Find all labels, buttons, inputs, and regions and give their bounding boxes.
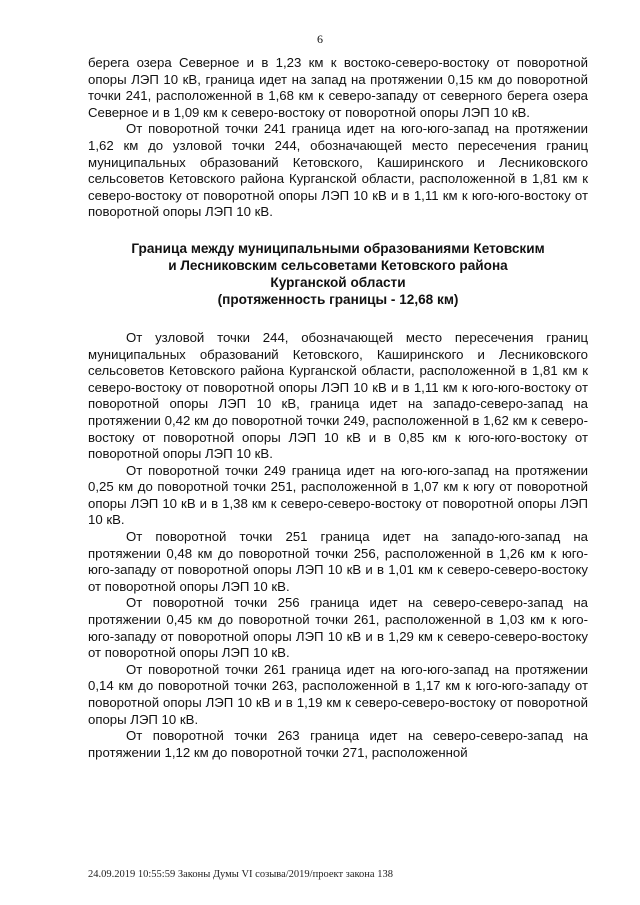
document-footer: 24.09.2019 10:55:59 Законы Думы VI созыва/2019/проект закона 138 <box>88 869 393 880</box>
paragraph: От поворотной точки 263 граница идет на северо-северо-запад на протяжении 1,12 км до поворотной точки 271, расположенной <box>88 728 588 760</box>
heading-line: (протяженность границы - 12,68 км) <box>217 291 459 307</box>
section-heading <box>88 240 588 308</box>
paragraph: От поворотной точки 251 граница идет на западо-юго-запад на протяжении 0,48 км до поворотной точки 256, расположенной в 1,26 км к юго-юго-западу от поворотной опоры ЛЭП 10 кВ и в 1,01 км к северо-северо-востоку от поворотной опоры ЛЭП 10 кВ. <box>88 529 588 594</box>
heading-line: Курганской области <box>270 274 406 290</box>
heading-line: и Лесниковским сельсоветами Кетовского района <box>168 257 508 273</box>
page-number: 6 <box>317 32 323 46</box>
paragraph: От узловой точки 244, обозначающей место пересечения границ муниципальных образований Кетовского, Каширинского и Лесниковского сельсоветов Кетовского района Курганской области, расположенной в 1,81 км к северо-востоку от поворотной опоры ЛЭП 10 кВ и в 1,11 км к юго-юго-востоку от поворотной опоры ЛЭП 10 кВ, граница идет на западо-северо-запад на протяжении 0,42 км до поворотной точки 249, расположенной в 1,62 км к северо-востоку от поворотной опоры ЛЭП 10 кВ и в 0,85 км к юго-юго-востоку от поворотной опоры ЛЭП 10 кВ. <box>88 329 588 462</box>
paragraph: От поворотной точки 256 граница идет на северо-северо-запад на протяжении 0,45 км до поворотной точки 261, расположенной в 1,03 км к юго-юго-западу от поворотной опоры ЛЭП 10 кВ и в 1,29 км к северо-северо-востоку от поворотной опоры ЛЭП 10 кВ. <box>88 595 588 661</box>
document-body <box>88 55 588 761</box>
paragraph: От поворотной точки 261 граница идет на юго-юго-запад на протяжении 0,14 км до поворотной точки 263, расположенной в 1,17 км к юго-юго-западу от поворотной опоры ЛЭП 10 кВ и в 1,19 км к северо-северо-востоку от поворотной опоры ЛЭП 10 кВ. <box>88 661 588 727</box>
heading-line: Граница между муниципальными образованиями Кетовским <box>131 240 545 256</box>
paragraph: берега озера Северное и в 1,23 км к востоко-северо-востоку от поворотной опоры ЛЭП 10 кВ, граница идет на запад на протяжении 0,15 км до поворотной точки 241, расположенной в 1,68 км к северо-западу от северного берега озера Северное и в 1,09 км к северо-востоку от поворотной опоры ЛЭП 10 кВ. <box>88 55 588 120</box>
paragraph: От поворотной точки 241 граница идет на юго-юго-запад на протяжении 1,62 км до узловой точки 244, обозначающей место пересечения границ муниципальных образований Кетовского, Каширинского и Лесниковского сельсоветов Кетовского района Курганской области, расположенной в 1,81 км к северо-востоку от поворотной опоры ЛЭП 10 кВ и в 1,11 км к юго-юго-востоку от поворотной опоры ЛЭП 10 кВ. <box>88 121 588 220</box>
paragraph: От поворотной точки 249 граница идет на юго-юго-запад на протяжении 0,25 км до поворотной точки 251, расположенной в 1,07 км к югу от поворотной опоры ЛЭП 10 кВ и в 1,38 км к северо-северо-востоку от поворотной опоры ЛЭП 10 кВ. <box>88 462 588 528</box>
